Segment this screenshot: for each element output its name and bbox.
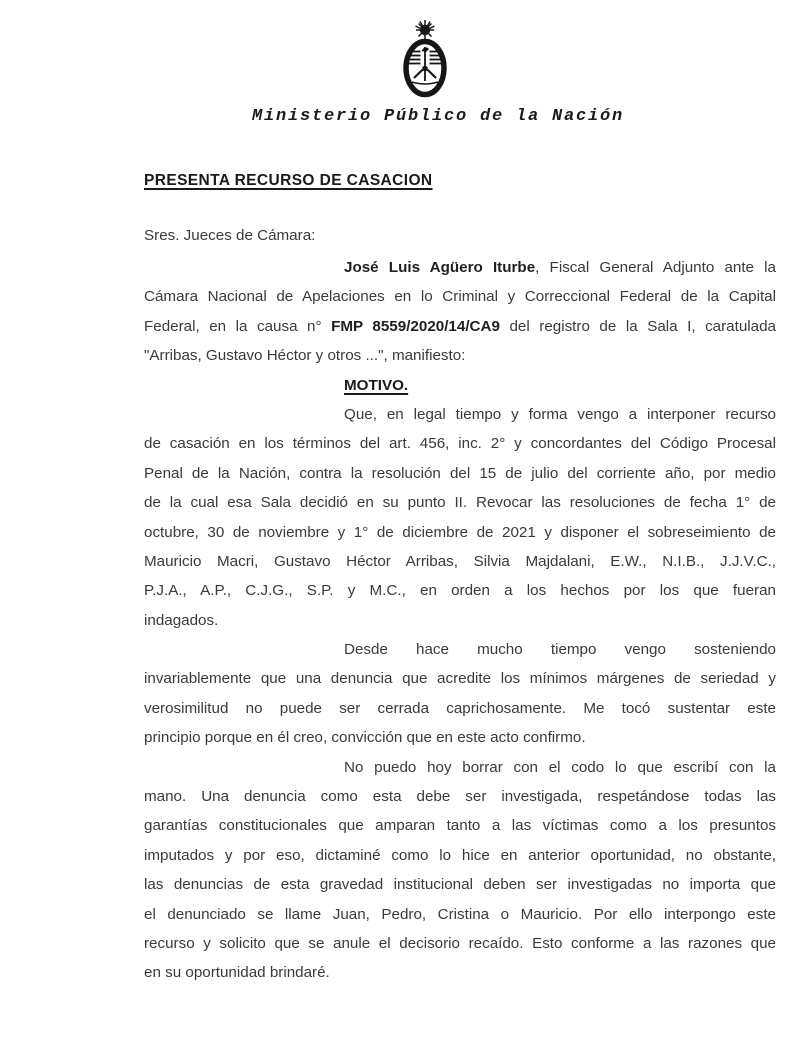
coat-of-arms-icon — [402, 18, 448, 98]
paragraph-line: mano. Una denuncia como esta debe ser investigada, respetándose todas las — [144, 788, 776, 806]
document-heading: PRESENTA RECURSO DE CASACION — [144, 172, 433, 189]
paragraph-line: indagados. — [144, 611, 219, 629]
paragraph-line: Penal de la Nación, contra la resolución del 15 de julio del corriente año, por medio — [144, 464, 776, 482]
motivo-heading: MOTIVO. — [344, 376, 409, 394]
paragraph-line: No puedo hoy borrar con el codo lo que escribí con la — [344, 758, 776, 776]
paragraph-line: principio porque en él creo, convicción que en este acto confirmo. — [144, 729, 586, 747]
paragraph-line: Mauricio Macri, Gustavo Héctor Arribas, Silvia Majdalani, E.W., N.I.B., J.J.V.C., — [144, 552, 776, 570]
paragraph-line: recurso y solicito que se anule el decisorio recaído. Esto conforme a las razones que — [144, 934, 776, 952]
paragraph-line: verosimilitud no puede ser cerrada caprichosamente. Me tocó sustentar este — [144, 699, 776, 717]
paragraph-line: de casación en los términos del art. 456, inc. 2° y concordantes del Código Procesal — [144, 435, 776, 453]
document-body — [144, 253, 776, 988]
paragraph-line: P.J.A., A.P., C.J.G., S.P. y M.C., en orden a los hechos por los que fueran — [144, 582, 776, 600]
paragraph-line: las denuncias de esta gravedad institucional deben ser investigadas no importa que — [144, 876, 776, 894]
paragraph-line: en su oportunidad brindaré. — [144, 964, 330, 982]
paragraph-line: de la cual esa Sala decidió en su punto II. Revocar las resoluciones de fecha 1° de — [144, 494, 776, 512]
paragraph-line: Desde hace mucho tiempo vengo sosteniendo — [344, 641, 776, 659]
paragraph-line: Que, en legal tiempo y forma vengo a interponer recurso — [344, 405, 776, 423]
ministry-title: Ministerio Público de la Nación — [251, 107, 625, 126]
paragraph-line: octubre, 30 de noviembre y 1° de diciembre de 2021 y disponer el sobreseimiento de — [144, 523, 776, 541]
paragraph-line: invariablemente que una denuncia que acredite los mínimos márgenes de seriedad y — [144, 670, 776, 688]
paragraph-line: "Arribas, Gustavo Héctor y otros ...", manifiesto: — [144, 347, 466, 365]
paragraph-line: garantías constitucionales que amparan tanto a las víctimas como a los presuntos — [144, 817, 776, 835]
paragraph-line: el denunciado se llame Juan, Pedro, Cristina o Mauricio. Por ello interpongo este — [144, 905, 776, 923]
paragraph-line: José Luis Agüero Iturbe, Fiscal General Adjunto ante la — [344, 259, 777, 276]
paragraph-line: Federal, en la causa n° FMP 8559/2020/14/CA9 del registro de la Sala I, caratulada — [144, 317, 777, 335]
paragraph-line: Cámara Nacional de Apelaciones en lo Criminal y Correccional Federal de la Capital — [144, 288, 776, 306]
salutation: Sres. Jueces de Cámara: — [144, 227, 316, 244]
paragraph-line: imputados y por eso, dictaminé como lo hice en anterior oportunidad, no obstante, — [144, 846, 776, 864]
